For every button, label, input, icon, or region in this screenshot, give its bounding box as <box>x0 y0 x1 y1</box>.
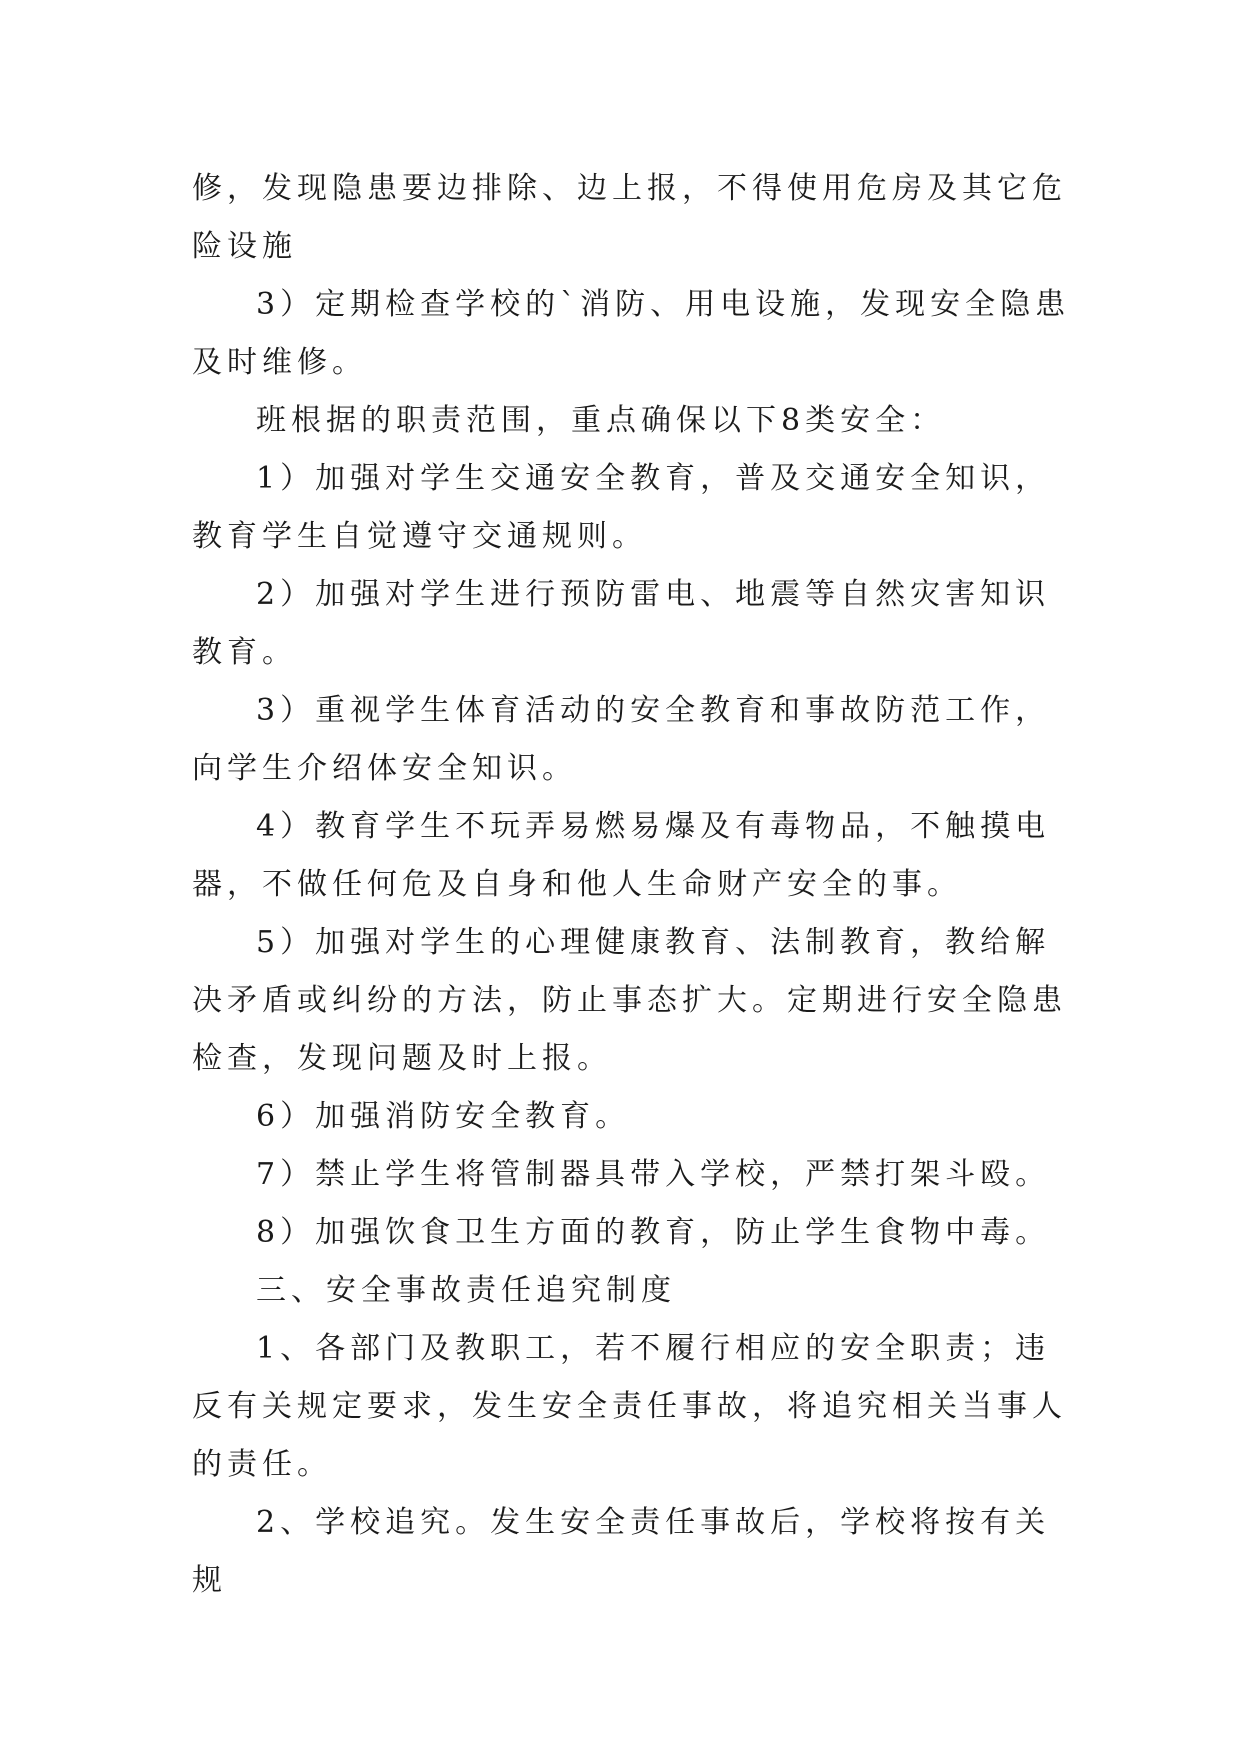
body-text <box>192 160 1072 1610</box>
paragraph: 3）重视学生体育活动的安全教育和事故防范工作，向学生介绍体安全知识。 <box>192 693 1051 786</box>
paragraph: 7）禁止学生将管制器具带入学校，严禁打架斗殴。 <box>256 1157 1051 1192</box>
paragraph: 5）加强对学生的心理健康教育、法制教育，教给解决矛盾或纠纷的方法，防止事态扩大。定期进行安全隐患检查，发现问题及时上报。 <box>192 925 1067 1076</box>
paragraph: 8）加强饮食卫生方面的教育，防止学生食物中毒。 <box>256 1215 1051 1250</box>
paragraph: 4）教育学生不玩弄易燃易爆及有毒物品，不触摸电器，不做任何危及自身和他人生命财产安全的事。 <box>192 809 1051 902</box>
paragraph: 修，发现隐患要边排除、边上报，不得使用危房及其它危险设施 <box>192 171 1067 264</box>
paragraph: 班根据的职责范围，重点确保以下8类安全： <box>256 403 946 438</box>
paragraph: 1、各部门及教职工，若不履行相应的安全职责；违反有关规定要求，发生安全责任事故，将追究相关当事人的责任。 <box>192 1331 1067 1482</box>
paragraph: 2、学校追究。发生安全责任事故后，学校将按有关规 <box>192 1505 1051 1598</box>
paragraph: 1）加强对学生交通安全教育，普及交通安全知识，教育学生自觉遵守交通规则。 <box>192 461 1051 554</box>
paragraph: 3）定期检查学校的`消防、用电设施，发现安全隐患及时维修。 <box>192 287 1071 380</box>
section-heading: 三、安全事故责任追究制度 <box>256 1273 676 1308</box>
paragraph: 6）加强消防安全教育。 <box>256 1099 631 1134</box>
paragraph: 2）加强对学生进行预防雷电、地震等自然灾害知识教育。 <box>192 577 1051 670</box>
